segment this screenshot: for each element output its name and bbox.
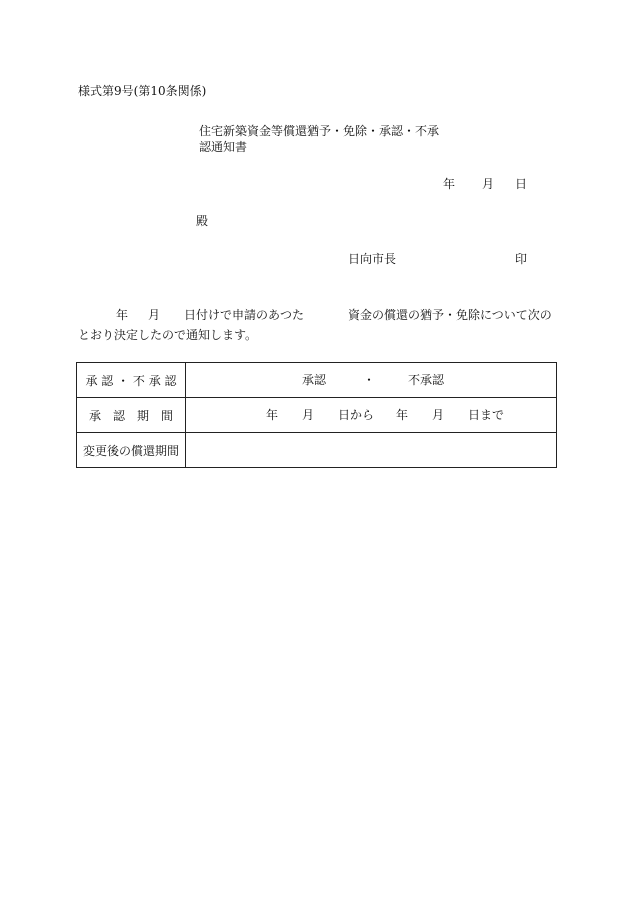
option-approval: 承認: [302, 373, 327, 387]
document-title-line2: 認通知書: [199, 140, 248, 154]
date-day-label: 日: [515, 177, 528, 191]
period-from-day: 日から: [338, 408, 375, 422]
value-changed-period: [186, 433, 557, 468]
body-year-label: 年: [116, 308, 129, 322]
period-from-month: 月: [302, 408, 315, 422]
body-month-label: 月: [148, 308, 161, 322]
period-to-month: 月: [432, 408, 445, 422]
period-from-year: 年: [266, 408, 279, 422]
table-row-decision: [77, 363, 557, 398]
table-row-changed-period: [77, 433, 557, 468]
label-period: 承 認 期 間: [77, 398, 186, 433]
option-separator: ・: [363, 373, 376, 387]
option-disapproval: 不承認: [408, 373, 445, 387]
value-period: [186, 398, 557, 433]
decision-table: [76, 362, 557, 468]
body-text-decision: 資金の償還の猶予・免除について次の: [348, 308, 552, 322]
body-text-applied: 日付けで申請のあつた: [184, 308, 305, 322]
table-row-period: [77, 398, 557, 433]
date-month-label: 月: [482, 177, 495, 191]
body-line2: とおり決定したので通知します。: [78, 328, 258, 342]
period-to-year: 年: [396, 408, 409, 422]
addressee-honorific: 殿: [196, 214, 209, 228]
label-decision: 承 認 ・ 不 承 認: [77, 363, 186, 398]
period-to-day: 日まで: [468, 408, 505, 422]
seal-mark: 印: [515, 252, 528, 266]
form-number: 様式第9号(第10条関係): [78, 84, 207, 98]
date-year-label: 年: [443, 177, 456, 191]
issuer-name: 日向市長: [348, 252, 397, 266]
document-title-line1: 住宅新築資金等償還猶予・免除・承認・不承: [199, 124, 440, 138]
label-changed-period: 変更後の償還期間: [77, 433, 186, 468]
value-decision: [186, 363, 557, 398]
